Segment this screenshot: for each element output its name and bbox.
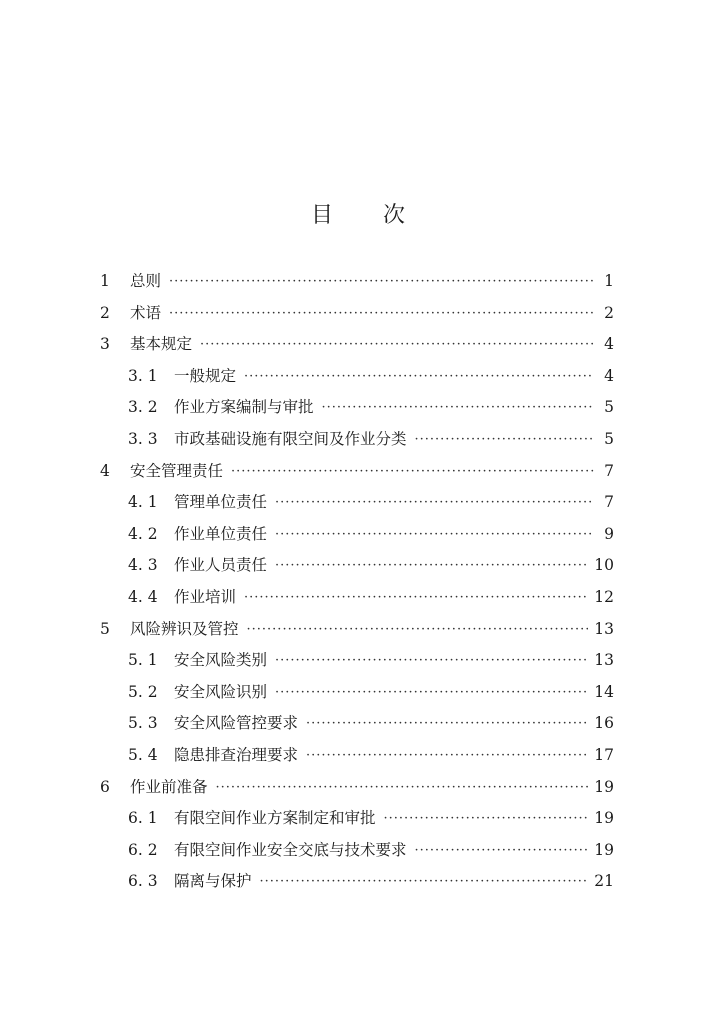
toc-dot-leader: [244, 361, 594, 393]
toc-entry-number: 5. 4: [128, 745, 158, 764]
toc-dot-leader: [231, 456, 594, 488]
toc-section-entry: [100, 361, 614, 393]
toc-page-number: 21: [594, 872, 614, 891]
toc-entry-number: 6: [100, 777, 110, 796]
toc-entry-number: 3. 1: [128, 366, 158, 385]
toc-entry-title: 一般规定: [174, 366, 237, 385]
toc-dot-leader: [275, 519, 594, 551]
toc-dot-leader: [415, 835, 589, 867]
toc-entry-title: 隔离与保护: [174, 872, 252, 891]
toc-dot-leader: [169, 298, 594, 330]
toc-entry-title: 安全风险管控要求: [174, 714, 299, 733]
toc-entry-number: 5: [100, 619, 110, 638]
toc-section-entry: [100, 487, 614, 519]
toc-entry-number: 6. 1: [128, 809, 158, 828]
toc-entry-title: 作业方案编制与审批: [174, 398, 314, 417]
toc-dot-leader: [384, 803, 589, 835]
toc-entry-title: 有限空间作业安全交底与技术要求: [174, 840, 407, 859]
toc-page-number: 19: [594, 840, 614, 859]
toc-section-entry: [100, 392, 614, 424]
toc-entry-title: 市政基础设施有限空间及作业分类: [174, 429, 407, 448]
toc-page-number: 5: [604, 429, 614, 448]
toc-entry-title: 有限空间作业方案制定和审批: [174, 809, 376, 828]
toc-chapter-entry: [100, 329, 614, 361]
toc-entry-number: 4. 2: [128, 524, 158, 543]
toc-entry-number: 4: [100, 461, 110, 480]
toc-dot-leader: [275, 645, 588, 677]
toc-section-entry: [100, 550, 614, 582]
toc-section-entry: [100, 708, 614, 740]
toc-entry-title: 作业人员责任: [174, 556, 268, 575]
toc-entry-number: 6. 2: [128, 840, 158, 859]
toc-page-number: 17: [594, 745, 614, 764]
toc-chapter-entry: [100, 456, 614, 488]
toc-section-entry: [100, 424, 614, 456]
toc-entry-title: 风险辨识及管控: [130, 619, 239, 638]
toc-dot-leader: [415, 424, 594, 456]
toc-dot-leader: [216, 772, 589, 804]
toc-dot-leader: [306, 740, 588, 772]
toc-page-number: 19: [594, 777, 614, 796]
toc-entry-title: 作业培训: [174, 587, 237, 606]
title-char-2: 次: [383, 203, 406, 228]
toc-page-number: 5: [604, 398, 614, 417]
title-char-1: 目: [310, 203, 333, 228]
toc-entry-number: 4. 1: [128, 493, 158, 512]
toc-page-number: 12: [594, 587, 614, 606]
toc-entry-title: 隐患排查治理要求: [174, 745, 299, 764]
toc-dot-leader: [306, 708, 588, 740]
toc-dot-leader: [169, 266, 594, 298]
toc-dot-leader: [275, 487, 594, 519]
toc-entry-title: 作业单位责任: [174, 524, 268, 543]
toc-section-entry: [100, 835, 614, 867]
toc-section-entry: [100, 645, 614, 677]
toc-dot-leader: [275, 677, 588, 709]
toc-page-number: 7: [604, 493, 614, 512]
toc-entry-title: 作业前准备: [130, 777, 208, 796]
toc-chapter-entry: [100, 772, 614, 804]
page-title: [0, 198, 716, 229]
toc-section-entry: [100, 519, 614, 551]
toc-page-number: 7: [604, 461, 614, 480]
toc-entry-title: 管理单位责任: [174, 493, 268, 512]
toc-entry-title: 安全管理责任: [130, 461, 224, 480]
toc-page-number: 19: [594, 809, 614, 828]
toc-entry-title: 术语: [130, 303, 162, 322]
toc-entry-number: 5. 3: [128, 714, 158, 733]
toc-dot-leader: [275, 550, 588, 582]
toc-page-number: 13: [594, 651, 614, 670]
toc-entry-number: 5. 2: [128, 682, 158, 701]
toc-dot-leader: [322, 392, 594, 424]
toc-section-entry: [100, 866, 614, 898]
toc-entry-title: 安全风险识别: [174, 682, 268, 701]
toc-entry-title: 安全风险类别: [174, 651, 268, 670]
toc-page-number: 14: [594, 682, 614, 701]
toc-section-entry: [100, 582, 614, 614]
toc-entry-number: 1: [100, 272, 110, 290]
toc-entry-title: 总则: [130, 272, 162, 290]
toc-page-number: 2: [604, 303, 614, 322]
table-of-contents: [100, 266, 614, 898]
toc-chapter-entry: [100, 614, 614, 646]
toc-entry-number: 2: [100, 303, 110, 322]
toc-dot-leader: [260, 866, 589, 898]
toc-dot-leader: [200, 329, 594, 361]
toc-page-number: 4: [604, 366, 614, 385]
toc-dot-leader: [244, 582, 588, 614]
toc-entry-number: 3. 3: [128, 429, 158, 448]
toc-entry-number: 4. 3: [128, 556, 158, 575]
toc-page-number: 10: [594, 556, 614, 575]
toc-dot-leader: [247, 614, 589, 646]
toc-section-entry: [100, 803, 614, 835]
toc-page-number: 13: [594, 619, 614, 638]
toc-chapter-entry: [100, 298, 614, 330]
toc-entry-number: 6. 3: [128, 872, 158, 891]
toc-page-number: 16: [594, 714, 614, 733]
toc-entry-number: 3: [100, 335, 110, 354]
toc-page-number: 9: [604, 524, 614, 543]
toc-chapter-entry: [100, 266, 614, 298]
toc-page-number: 4: [604, 335, 614, 354]
toc-page-number: 1: [604, 272, 614, 290]
toc-entry-number: 4. 4: [128, 587, 158, 606]
toc-section-entry: [100, 677, 614, 709]
toc-section-entry: [100, 740, 614, 772]
toc-entry-title: 基本规定: [130, 335, 193, 354]
toc-entry-number: 3. 2: [128, 398, 158, 417]
toc-entry-number: 5. 1: [128, 651, 158, 670]
